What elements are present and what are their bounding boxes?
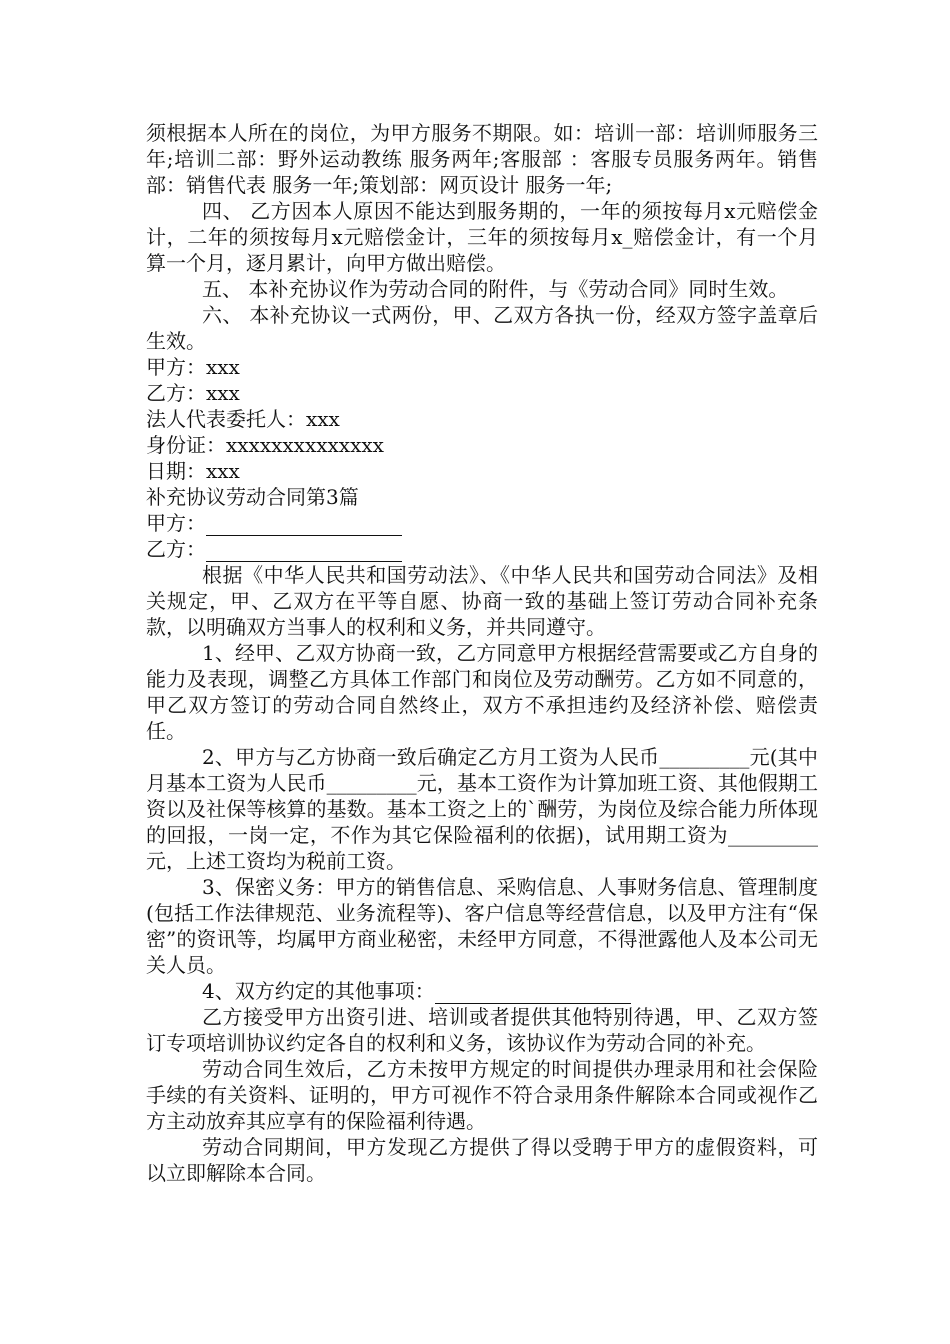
party-b-label: 乙方： (146, 537, 206, 561)
party-b-line: 乙方：xxx (146, 381, 240, 405)
document-body (146, 120, 818, 1186)
party-b-blank (206, 541, 402, 562)
party-a-signature-line (146, 510, 818, 536)
item-4-label: 4、双方约定的其他事项： (202, 979, 435, 1003)
paragraph-training: 乙方接受甲方出资引进、培训或者提供其他特别待遇，甲、乙双方签订专项培训协议约定各自的权利和义务，该协议作为劳动合同的补充。 (146, 1005, 818, 1055)
paragraph-clause-6: 六、 本补充协议一式两份，甲、乙双方各执一份，经双方签字盖章后生效。 (146, 303, 818, 353)
paragraph-false-info: 劳动合同期间，甲方发现乙方提供了得以受聘于甲方的虚假资料，可以立即解除本合同。 (146, 1135, 818, 1185)
item-4-blank (435, 983, 631, 1004)
paragraph-clause-5: 五、 本补充协议作为劳动合同的附件，与《劳动合同》同时生效。 (202, 277, 789, 301)
paragraph-item-4 (146, 978, 818, 1004)
id-card-line: 身份证：xxxxxxxxxxxxxx (146, 433, 384, 457)
section-title: 补充协议劳动合同第3篇 (146, 485, 359, 509)
party-a-label: 甲方： (146, 511, 206, 535)
date-line: 日期：xxx (146, 459, 240, 483)
party-a-blank (206, 515, 402, 536)
party-b-signature-line (146, 536, 818, 562)
paragraph-clause-4: 四、 乙方因本人原因不能达到服务期的，一年的须按每月x元赔偿金计，二年的须按每月x元赔偿金计，三年的须按每月x_赔偿金计，有一个月算一个月，逐月累计，向甲方做出赔偿。 (146, 199, 818, 275)
party-a-line: 甲方：xxx (146, 355, 240, 379)
paragraph-intro: 根据《中华人民共和国劳动法》、《中华人民共和国劳动合同法》及相关规定，甲、乙双方在平等自愿、协商一致的基础上签订劳动合同补充条款，以明确双方当事人的权利和义务，并共同遵守。 (146, 563, 818, 639)
paragraph-item-1: 1、经甲、乙双方协商一致，乙方同意甲方根据经营需要或乙方自身的能力及表现，调整乙方具体工作部门和岗位及劳动酬劳。乙方如不同意的，甲乙双方签订的劳动合同自然终止，双方不承担违约及经济补偿、赔偿责任。 (146, 641, 818, 743)
paragraph-item-3: 3、保密义务：甲方的销售信息、采购信息、人事财务信息、管理制度(包括工作法律规范、业务流程等)、客户信息等经营信息，以及甲方注有“保密”的资讯等，均属甲方商业秘密，未经甲方同意，不得泄露他人及本公司无关人员。 (146, 875, 818, 977)
legal-rep-line: 法人代表委托人：xxx (146, 407, 340, 431)
paragraph-item-2: 2、甲方与乙方协商一致后确定乙方月工资为人民币_________元(其中月基本工资为人民币_________元，基本工资作为计算加班工资、其他假期工资以及社保等核算的基数。基本工资之上的`酬劳，为岗位及综合能力所体现的回报，一岗一定，不作为其它保险福利的依据)，试用期工资为_________元，上述工资均为税前工资。 (146, 745, 818, 873)
paragraph-insurance: 劳动合同生效后，乙方未按甲方规定的时间提供办理录用和社会保险手续的有关资料、证明的，甲方可视作不符合录用条件解除本合同或视作乙方主动放弃其应享有的保险福利待遇。 (146, 1057, 818, 1133)
paragraph-service-term: 须根据本人所在的岗位，为甲方服务不期限。如：培训一部：培训师服务三年;培训二部：野外运动教练 服务两年;客服部 ：客服专员服务两年。销售部：销售代表 服务一年;策划部：网页设计 服务一年; (146, 121, 818, 197)
